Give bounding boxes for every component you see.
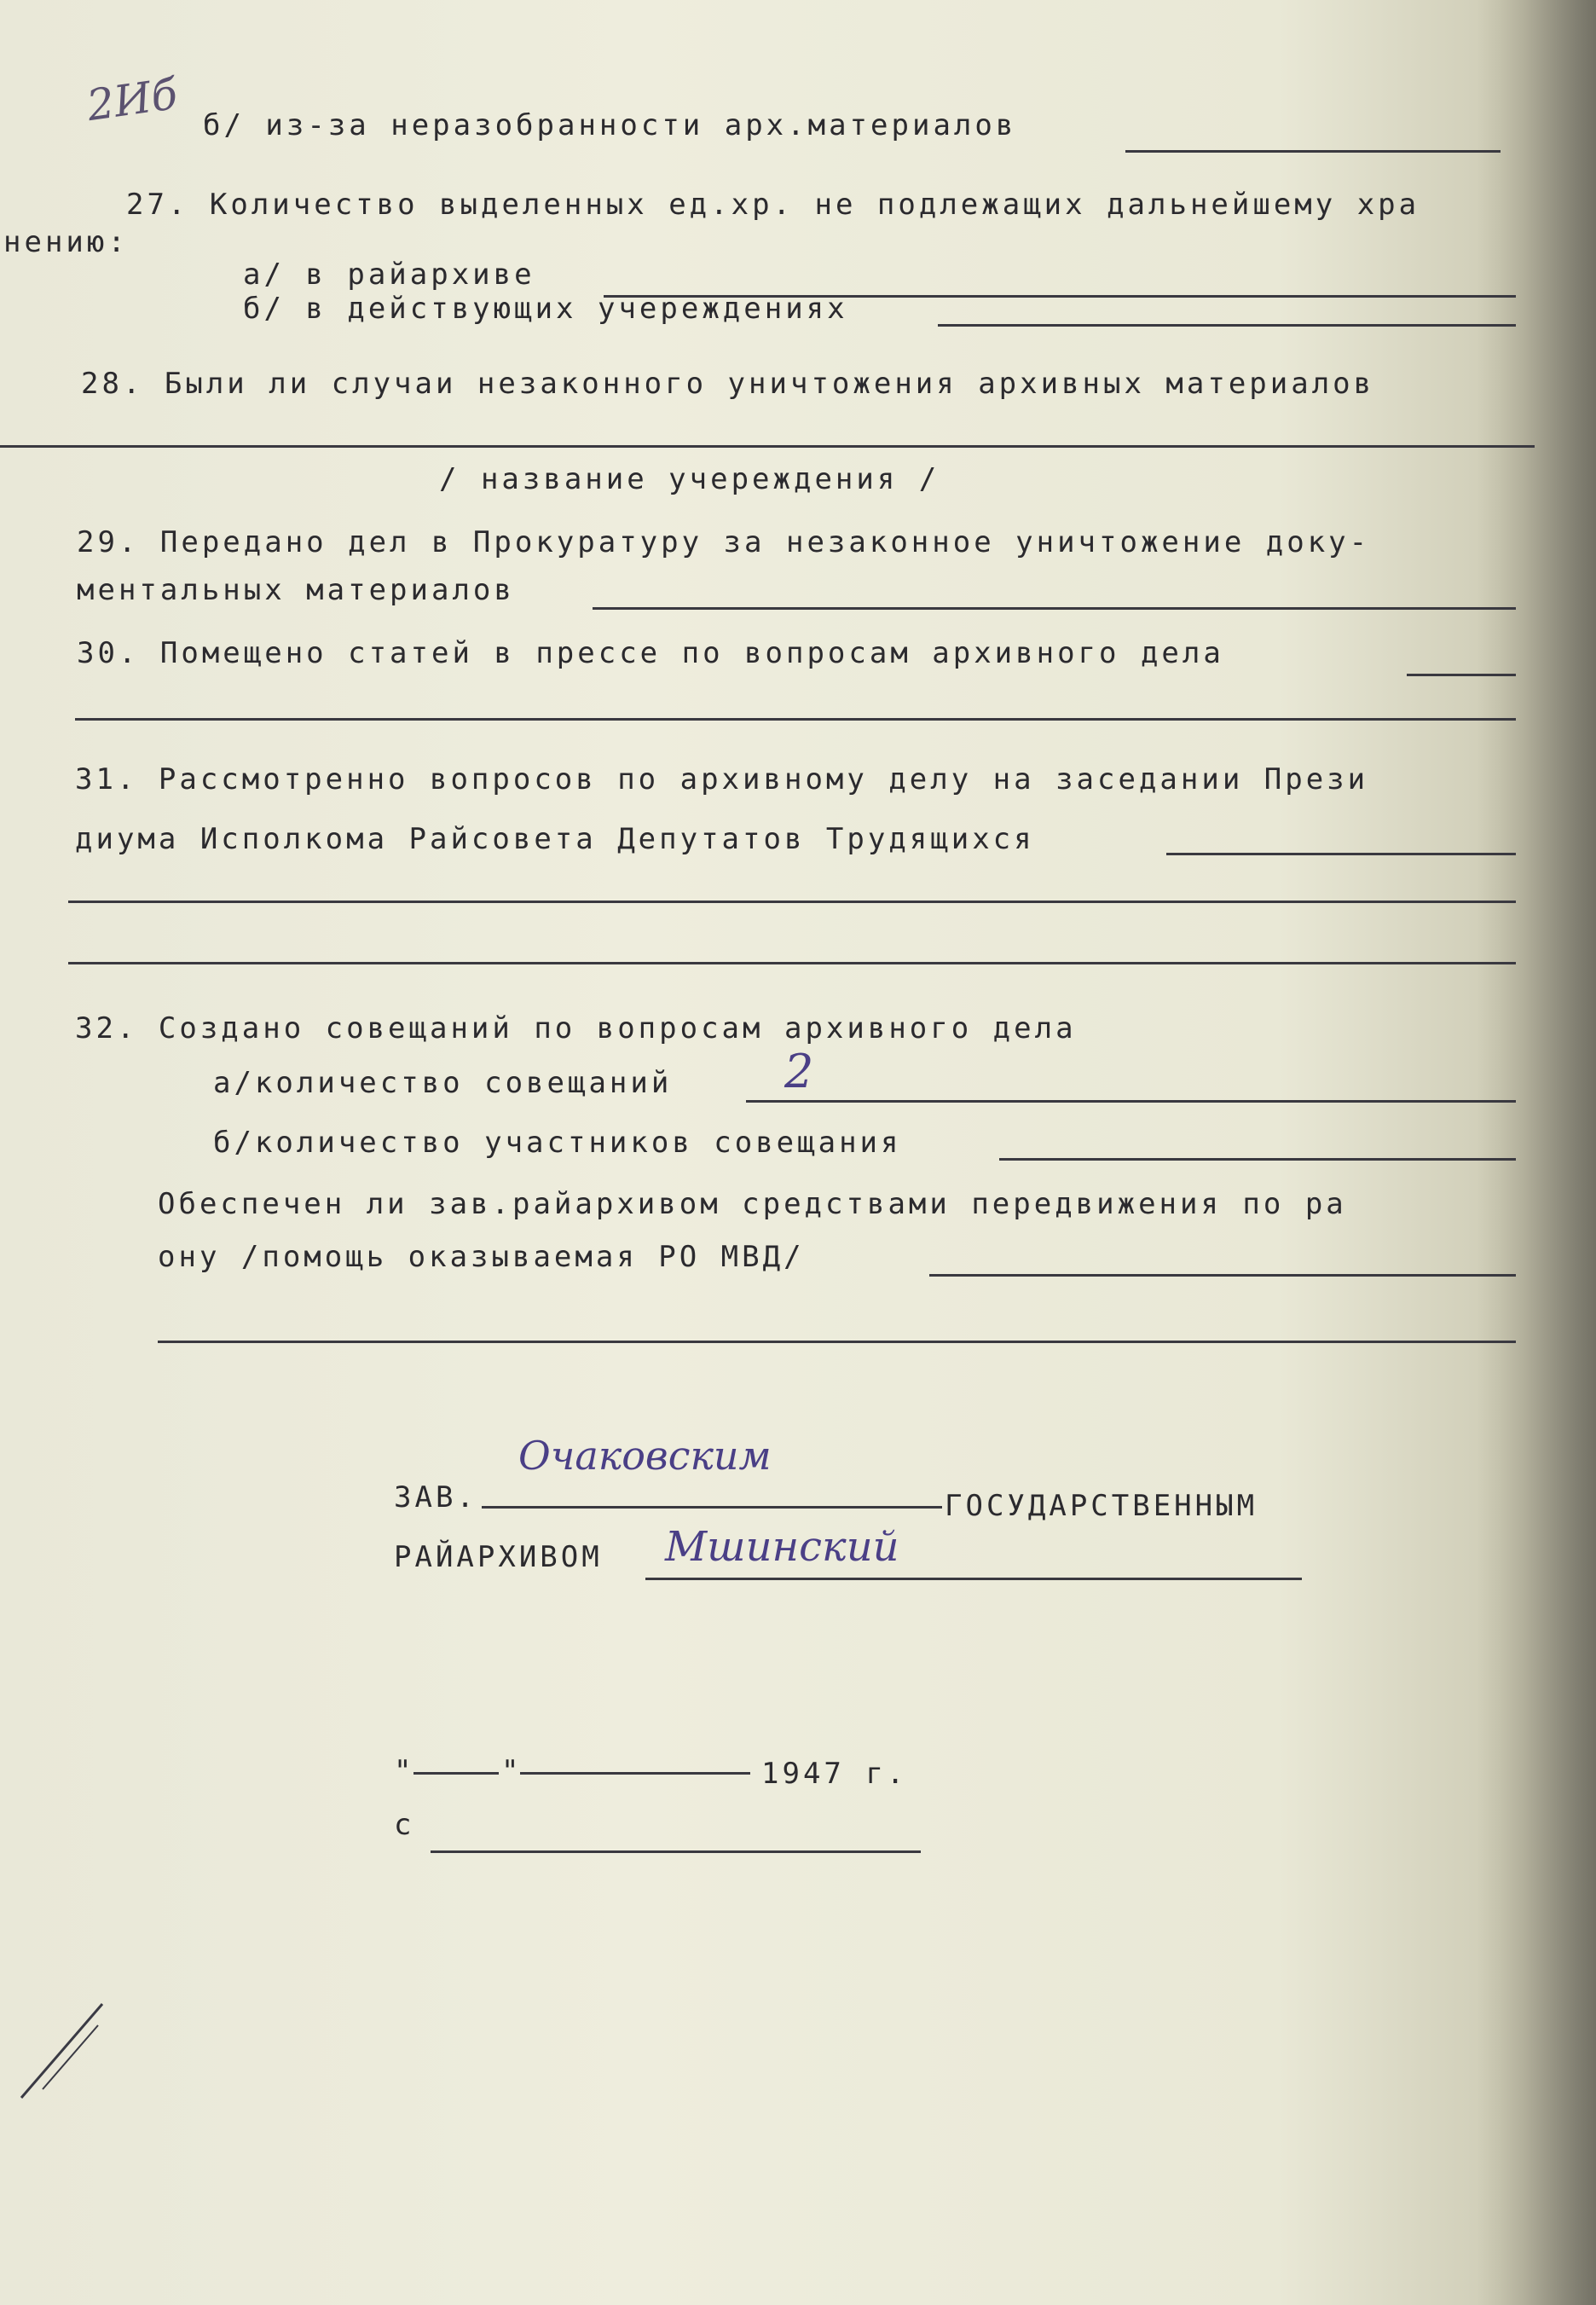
item-31-text-line1: 31. Рассмотренно вопросов по архивному делу на заседании Прези <box>75 762 1369 796</box>
date-month-blank <box>520 1772 750 1775</box>
item-30-blank <box>1407 674 1516 676</box>
date-s-blank <box>431 1850 921 1853</box>
item-30-blank-2 <box>75 718 1516 721</box>
date-open-quote: " <box>394 1754 415 1788</box>
item-28-caption: / название учереждения / <box>439 462 940 496</box>
item-28-blank <box>0 445 1535 448</box>
item-31-blank-2 <box>68 901 1516 903</box>
corner-handwritten-note: 2Иб <box>84 68 181 131</box>
date-year: 1947 г. <box>761 1757 908 1791</box>
item-31-blank <box>1166 853 1516 855</box>
zav-label: ЗАВ. <box>394 1480 477 1514</box>
pencil-mark <box>17 1987 111 2106</box>
gos-label: ГОСУДАРСТВЕННЫМ <box>945 1489 1258 1523</box>
date-s-label: с <box>394 1808 415 1842</box>
item-26b-blank <box>1125 150 1501 153</box>
date-close-quote: " <box>501 1754 523 1788</box>
item-32a-handwritten-value: 2 <box>784 1045 814 1098</box>
zav-handwritten-name: Очаковским <box>518 1433 772 1479</box>
item-30-text: 30. Помещено статей в прессе по вопросам архивного дела <box>77 636 1224 670</box>
signature-blank <box>645 1578 1302 1580</box>
item-27b-blank <box>938 324 1516 327</box>
item-32b-text: б/количество участников совещания <box>213 1126 902 1160</box>
date-day-blank <box>413 1772 499 1775</box>
director-signature: Мшинский <box>665 1523 899 1571</box>
item-27a-text: а/ в райархиве <box>243 258 535 292</box>
item-27-text-line2: нению: <box>3 225 129 259</box>
item-32-text: 32. Создано совещаний по вопросам архивного дела <box>75 1011 1077 1045</box>
item-32a-blank <box>746 1100 1516 1103</box>
item-29-text-line1: 29. Передано дел в Прокуратуру за незаконное уничтожение доку- <box>77 525 1371 559</box>
transport-question-line1: Обеспечен ли зав.райархивом средствами передвижения по ра <box>158 1187 1347 1221</box>
item-29-blank <box>593 607 1516 610</box>
item-26b-text: б/ из-за неразобранности арх.материалов <box>203 108 1017 142</box>
item-32b-blank <box>999 1158 1516 1161</box>
transport-question-line2: ону /помощь оказываемая РО МВД/ <box>158 1240 805 1274</box>
transport-blank <box>929 1274 1516 1277</box>
item-31-text-line2: диума Исполкома Райсовета Депутатов Трудящихся <box>75 822 1035 856</box>
zav-blank <box>482 1506 942 1509</box>
item-27-text-line1: 27. Количество выделенных ед.хр. не подлежащих дальнейшему хра <box>126 188 1420 222</box>
item-31-blank-3 <box>68 962 1516 964</box>
item-32a-text: а/количество совещаний <box>213 1066 673 1100</box>
transport-blank-2 <box>158 1341 1516 1343</box>
item-28-text: 28. Были ли случаи незаконного уничтожения архивных материалов <box>81 367 1375 401</box>
item-27b-text: б/ в действующих учереждениях <box>243 292 848 326</box>
item-29-text-line2: ментальных материалов <box>77 573 515 607</box>
raiarhiv-label: РАЙАРХИВОМ <box>394 1540 603 1574</box>
page-edge-stain <box>1477 0 1596 2305</box>
